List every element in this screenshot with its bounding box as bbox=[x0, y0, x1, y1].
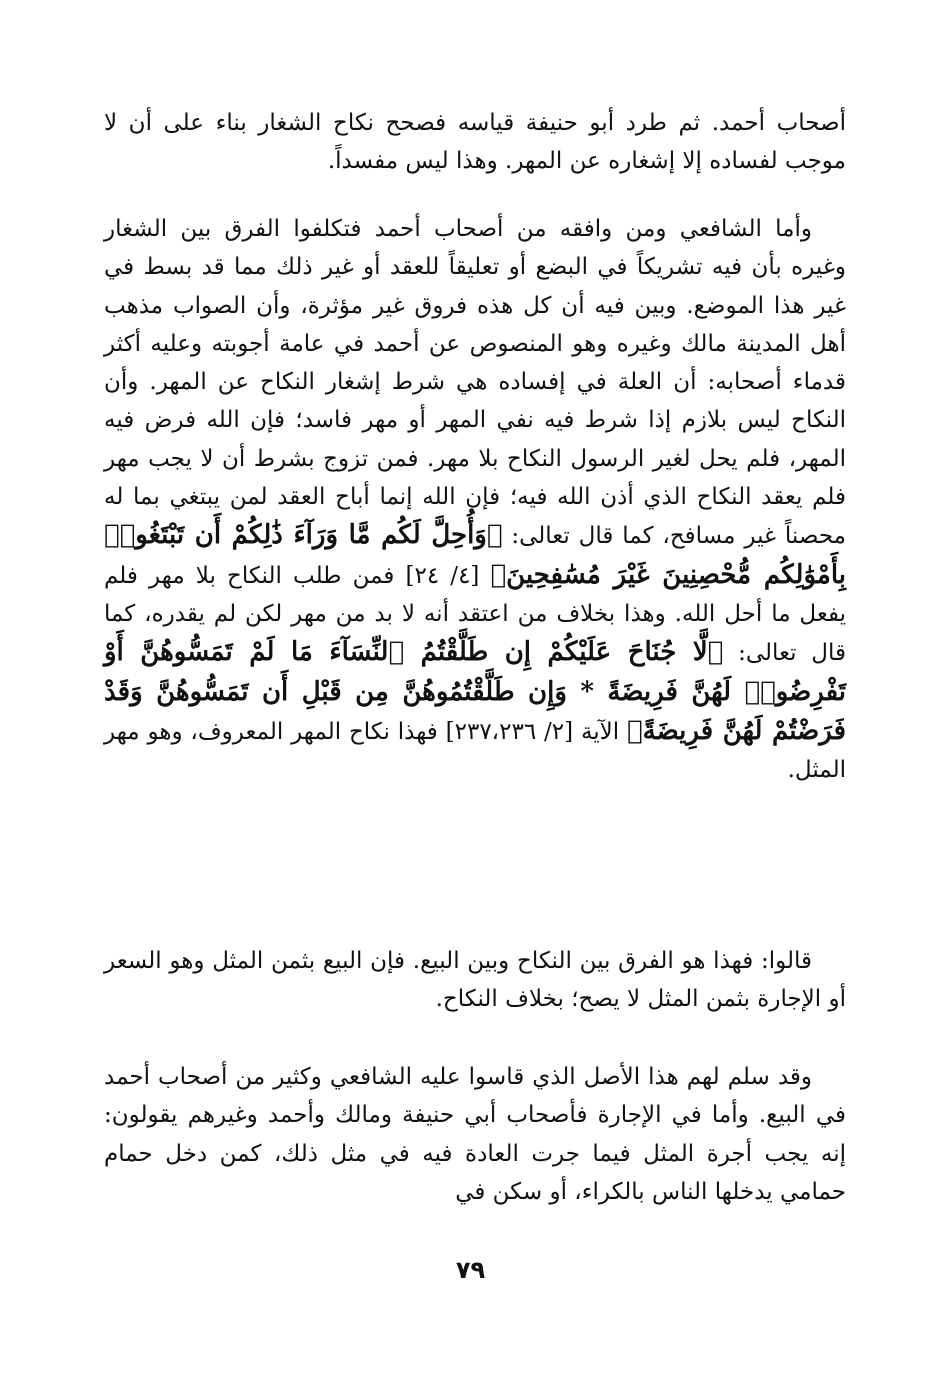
paragraph-2-part-b: [٤/ ٢٤] فمن طلب النكاح بلا مهر فلم يفعل ما أحل الله. وهذا بخلاف من اعتقد أنه لا بد من مهر لكن لم يقدره، كما قال تعالى: bbox=[104, 562, 846, 667]
paragraph-2 bbox=[104, 210, 846, 789]
paragraph-2-part-a: وأما الشافعي ومن وافقه من أصحاب أحمد فتكلفوا الفرق بين الشغار وغيره بأن فيه تشريكاً في البضع أو تعليقاً للعقد أو غير ذلك مما قد بسط في غير هذا الموضع. وبين فيه أن كل هذه فروق غير مؤثرة، وأن الصواب مذهب أهل المدينة مالك وغيره وهو المنصوص عن أحمد في عامة أجوبته وعليه أكثر قدماء أصحابه: أن العلة في إفساده هي شرط إشغار النكاح عن المهر. وأن النكاح ليس بلازم إذا شرط فيه نفي المهر أو مهر فاسد؛ فإن الله فرض فيه المهر، فلم يحل لغير الرسول النكاح بلا مهر. فمن تزوج بشرط أن لا يجب مهر فلم يعقد النكاح الذي أذن الله فيه؛ فإن الله إنما أباح العقد لمن يبتغي بما له محصناً غير مسافح، كما قال تعالى: bbox=[104, 216, 846, 550]
page-number: ٧٩ bbox=[455, 1256, 486, 1284]
paragraph-3 bbox=[104, 942, 846, 1019]
paragraph-3-text: قالوا: فهذا هو الفرق بين النكاح وبين البيع. فإن البيع بثمن المثل وهو السعر أو الإجارة بثمن المثل لا يصح؛ بخلاف النكاح. bbox=[104, 948, 846, 1013]
quran-verse-1: ﴿وَأُحِلَّ لَكُم مَّا وَرَآءَ ذَٰلِكُمْ أَن تَبْتَغُوا۟ بِأَمْوَٰلِكُم مُّحْصِنِينَ غَيْرَ مُسَٰفِحِينَ﴾ bbox=[104, 520, 846, 590]
paragraph-4 bbox=[104, 1058, 846, 1211]
paragraph-1-text: أصحاب أحمد. ثم طرد أبو حنيفة قياسه فصحح نكاح الشغار بناء على أن لا موجب لفساده إلا إشغاره عن المهر. وهذا ليس مفسداً. bbox=[104, 110, 846, 175]
paragraph-2-text bbox=[104, 210, 846, 789]
paragraph-2-part-c: الآية [٢/ ٢٣٧،٢٣٦] فهذا نكاح المهر المعروف، وهو مهر المثل. bbox=[104, 718, 846, 784]
paragraph-1 bbox=[104, 104, 846, 181]
paragraph-4-text: وقد سلم لهم هذا الأصل الذي قاسوا عليه الشافعي وكثير من أصحاب أحمد في البيع. وأما في الإجارة فأصحاب أبي حنيفة ومالك وأحمد وغيرهم يقولون: إنه يجب أجرة المثل فيما جرت العادة فيه في مثل ذلك، كمن دخل حمام حمامي يدخلها الناس بالكراء، أو سكن في bbox=[104, 1064, 846, 1205]
quran-verse-2: ﴿لَّا جُنَاحَ عَلَيْكُمْ إِن طَلَّقْتُمُ ٱلنِّسَآءَ مَا لَمْ تَمَسُّوهُنَّ أَوْ تَفْرِضُوا۟ لَهُنَّ فَرِيضَةً * وَإِن طَلَّقْتُمُوهُنَّ مِن قَبْلِ أَن تَمَسُّوهُنَّ وَقَدْ فَرَضْتُمْ لَهُنَّ فَرِيضَةً﴾ bbox=[104, 637, 846, 746]
